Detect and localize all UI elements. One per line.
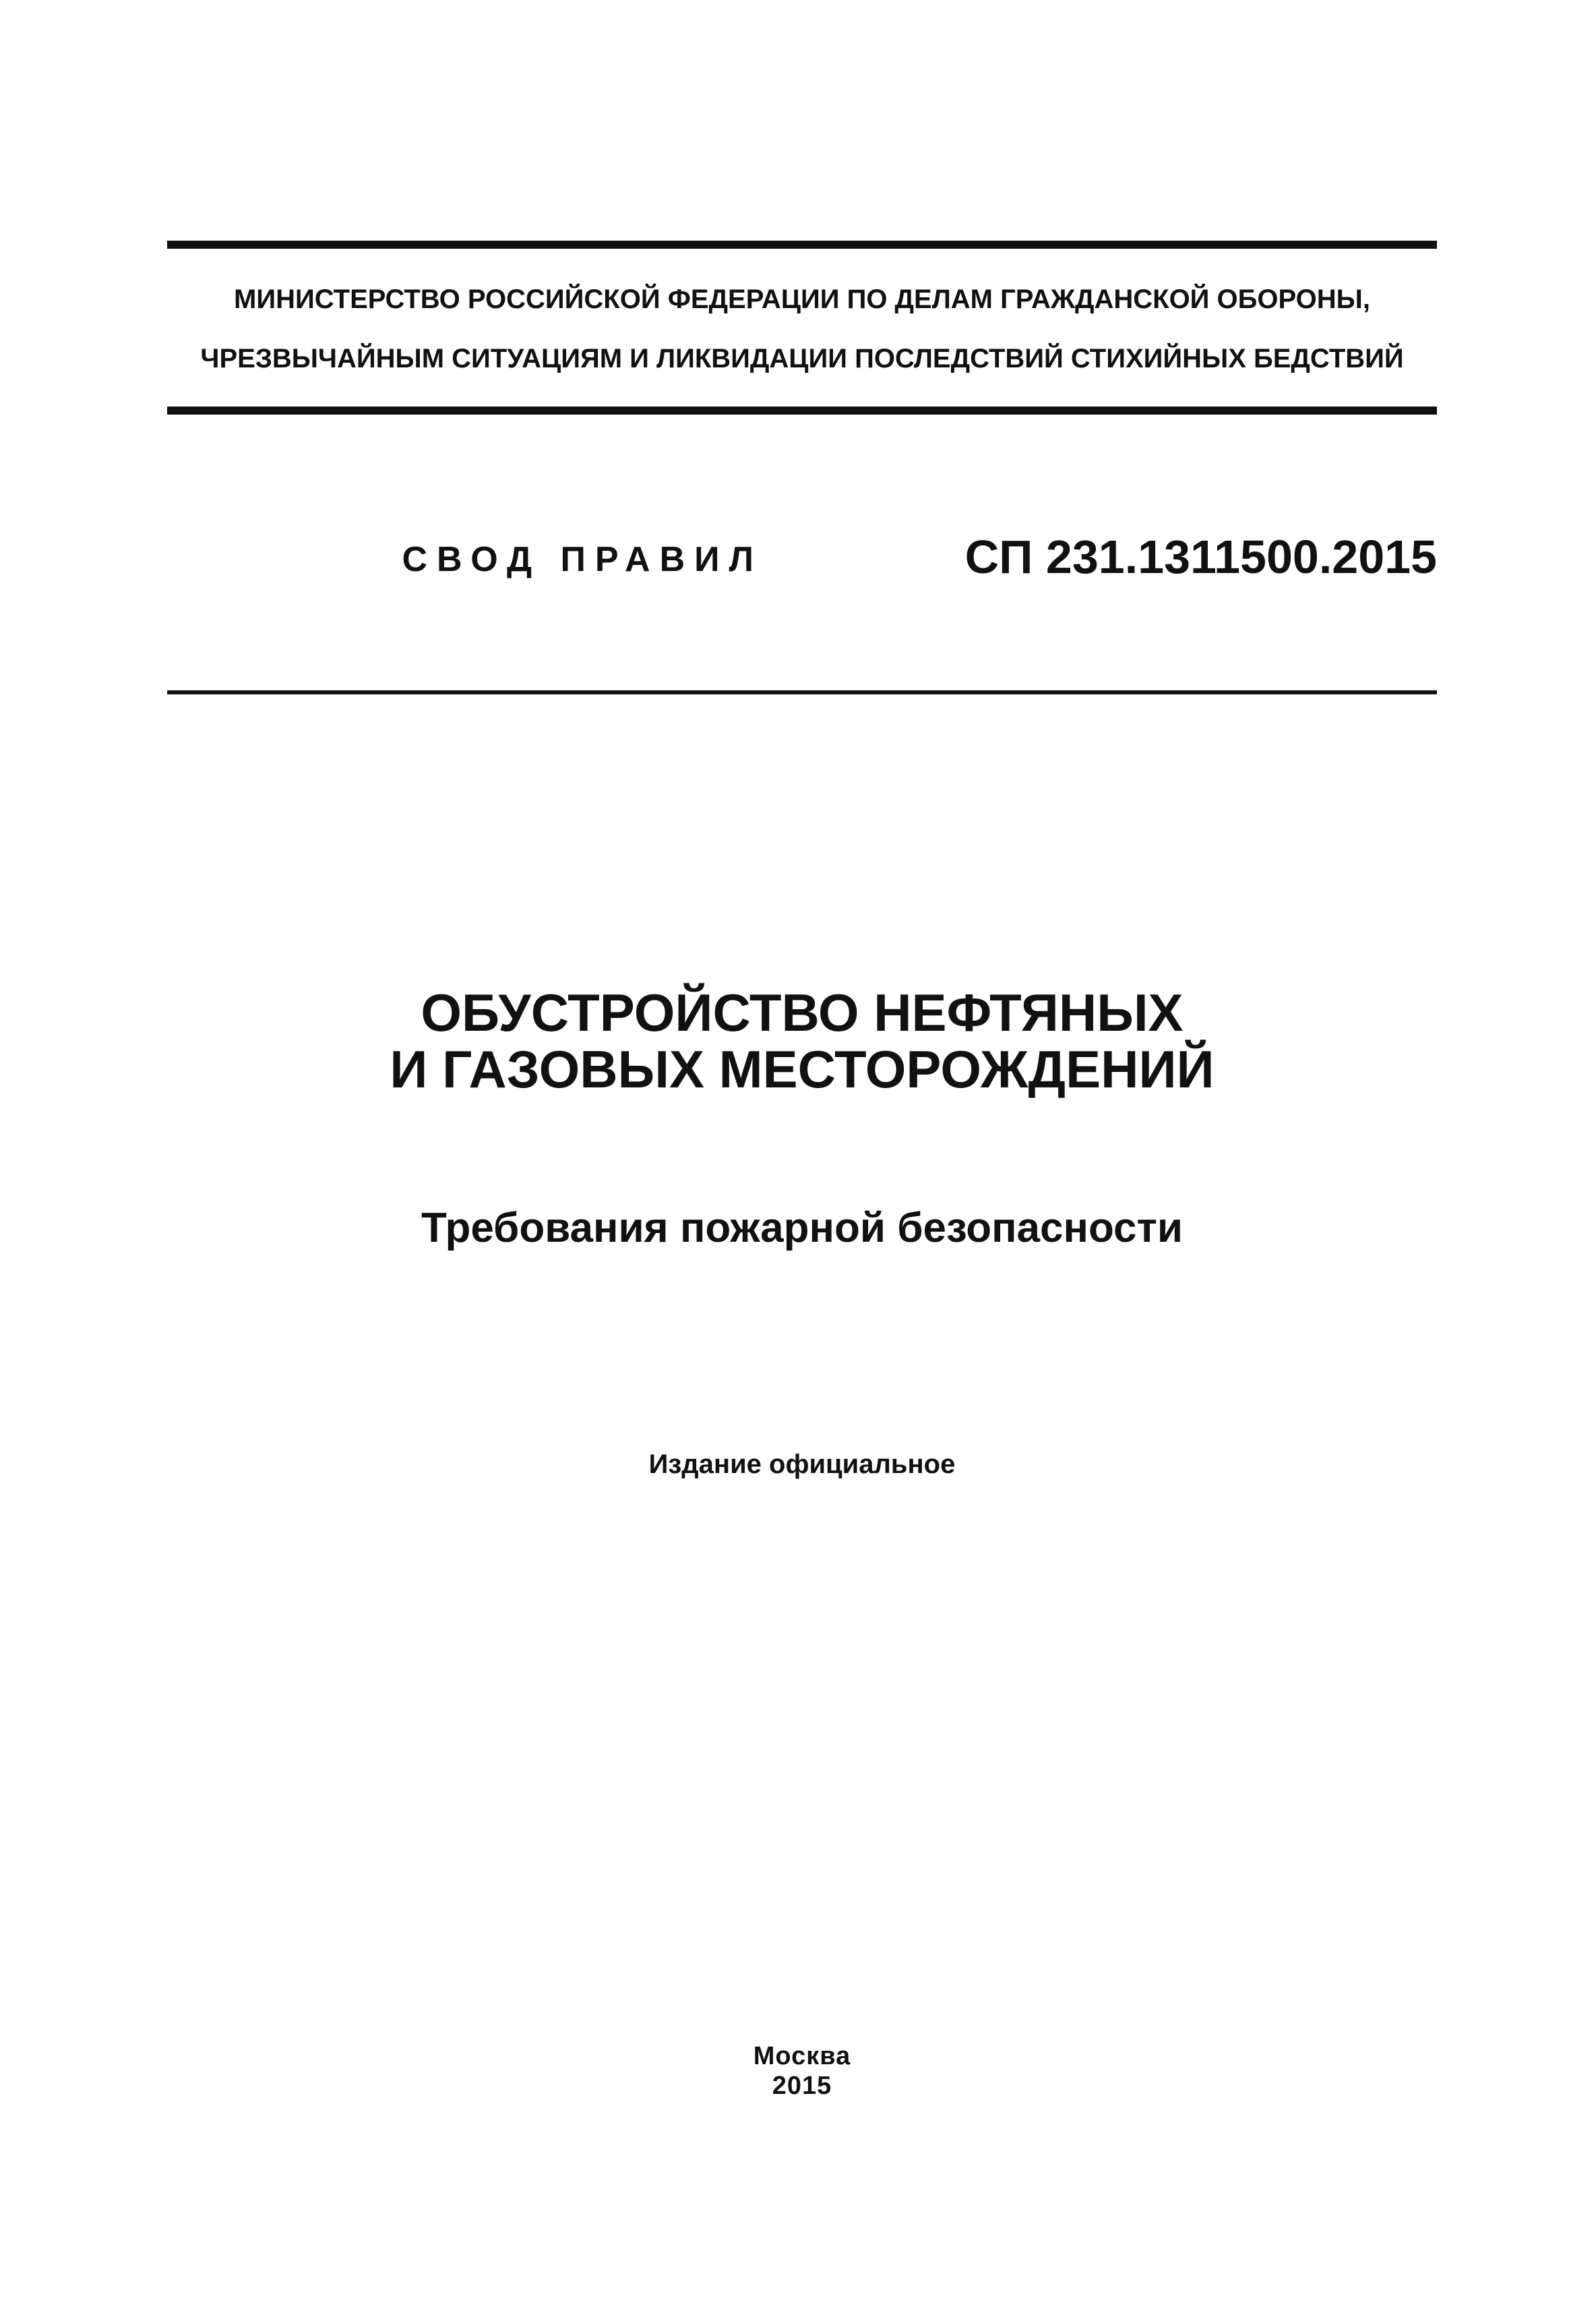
- document-code-row: [167, 530, 1437, 584]
- ministry-name-line-1: МИНИСТЕРСТВО РОССИЙСКОЙ ФЕДЕРАЦИИ ПО ДЕЛАМ ГРАЖДАНСКОЙ ОБОРОНЫ,: [234, 284, 1370, 314]
- imprint: [167, 2041, 1437, 2101]
- document-subtitle: Требования пожарной безопасности: [421, 1205, 1183, 1251]
- code-divider-rule: [167, 690, 1437, 694]
- edition-label: Издание официальное: [648, 1449, 956, 1479]
- imprint-city: Москва: [753, 2042, 851, 2070]
- document-number: СП 231.1311500.2015: [964, 531, 1437, 583]
- header-bottom-rule: [167, 407, 1437, 415]
- document-title-line-1: ОБУСТРОЙСТВО НЕФТЯНЫХ: [421, 983, 1184, 1042]
- header-top-rule: [167, 241, 1437, 249]
- imprint-year: 2015: [772, 2072, 832, 2100]
- document-type-label: СВОД ПРАВИЛ: [402, 540, 763, 579]
- document-title-line-2: И ГАЗОВЫХ МЕСТОРОЖДЕНИЙ: [390, 1040, 1215, 1099]
- document-title: [167, 984, 1437, 1098]
- ministry-name-line-2: ЧРЕЗВЫЧАЙНЫМ СИТУАЦИЯМ И ЛИКВИДАЦИИ ПОСЛЕДСТВИЙ СТИХИЙНЫХ БЕДСТВИЙ: [200, 344, 1404, 373]
